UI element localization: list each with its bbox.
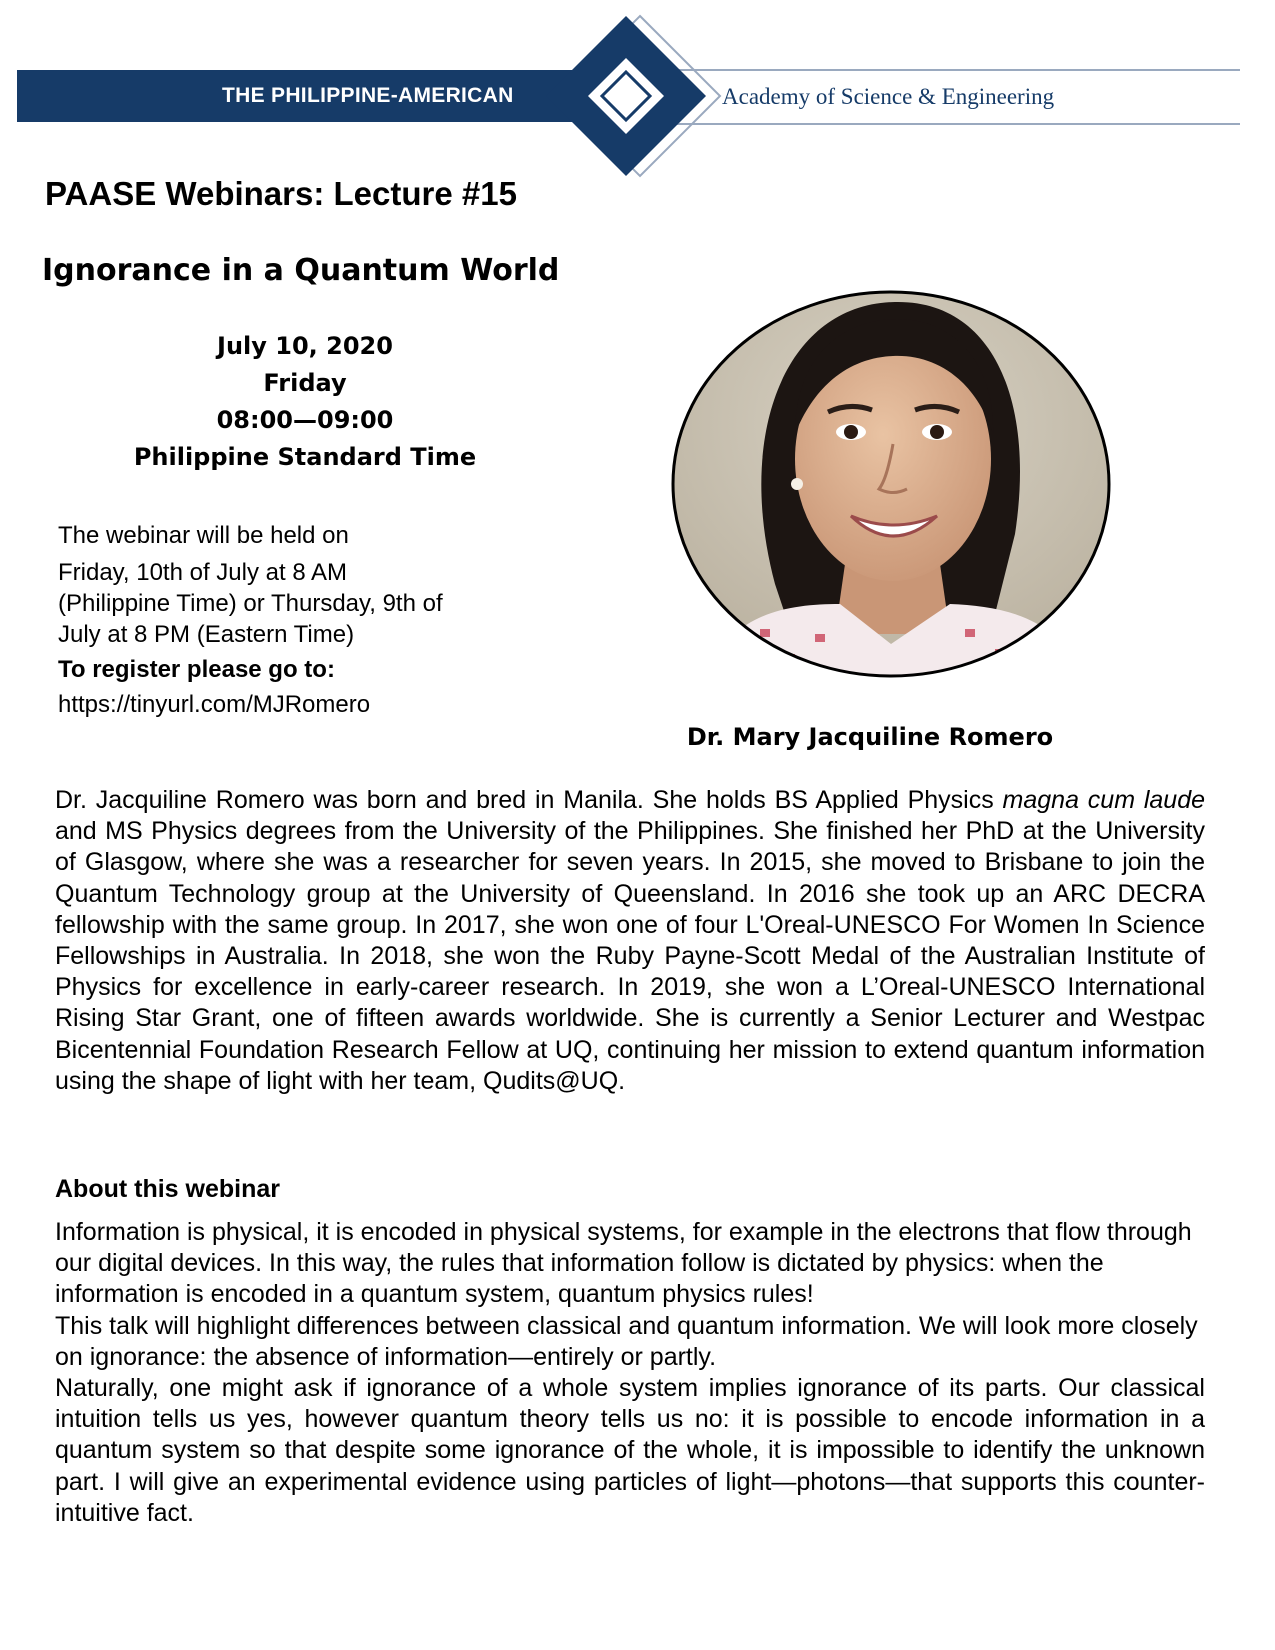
info-line-2: Friday, 10th of July at 8 AM: [58, 559, 348, 586]
org-name-left: THE PHILIPPINE-AMERICAN: [222, 84, 514, 107]
about-section: [55, 1217, 1205, 1529]
about-paragraph-2: This talk will highlight differences between classical and quantum information. We will look more closely on ignorance: the absence of information—entirely or partly.: [55, 1311, 1198, 1371]
register-link[interactable]: https://tinyurl.com/MJRomero: [58, 691, 371, 718]
info-line-3: (Philippine Time) or Thursday, 9th of: [58, 590, 443, 617]
register-label: To register please go to:: [58, 656, 335, 683]
schedule-date: July 10, 2020: [217, 332, 393, 360]
about-paragraph-1: Information is physical, it is encoded in physical systems, for example in the electrons that flow through our digital devices. In this way, the rules that information follow is dictated by physics: when the information is encoded in a quantum system, quantum physics rules!: [55, 1218, 1192, 1309]
speaker-portrait-photo: [665, 284, 1117, 684]
bio-text-part-2: and MS Physics degrees from the University of the Philippines. She finished her PhD at the University of Glasgow, where she was a researcher for seven years. In 2015, she moved to Brisbane to join the Quantum Technology group at the University of Queensland. In 2016 she took up an ARC DECRA fellowship with the same group. In 2017, she won one of four L'Oreal-UNESCO For Women In Science Fellowships in Australia. In 2018, she won the Ruby Payne-Scott Medal of the Australian Institute of Physics for excellence in early-career research. In 2019, she won a L’Oreal-UNESCO International Rising Star Grant, one of fifteen awards worldwide. She is currently a Senior Lecturer and Westpac Bicentennial Foundation Research Fellow at UQ, continuing her mission to extend quantum information using the shape of light with her team, Qudits@UQ.: [55, 817, 1205, 1095]
schedule-zone: Philippine Standard Time: [133, 443, 477, 471]
info-line-4: July at 8 PM (Eastern Time): [58, 621, 355, 648]
schedule-day: Friday: [263, 369, 347, 397]
schedule-block: [60, 328, 550, 476]
portrait-graphic: [665, 284, 1117, 684]
diamond-logo-icon: [546, 16, 720, 176]
about-paragraph-3: Naturally, one might ask if ignorance of a whole system implies ignorance of its parts. Our classical intuition tells us yes, however quantum theory tells us no: it is possible to encode information in a quantum system so that despite some ignorance of the whole, it is impossible to identify the unknown part. I will give an experimental evidence using particles of light—photons—that supports this counter-intuitive fact.: [55, 1374, 1205, 1527]
about-heading: About this webinar: [55, 1175, 280, 1203]
schedule-time: 08:00—09:00: [216, 406, 394, 434]
speaker-name: Dr. Mary Jacquiline Romero: [686, 723, 1054, 751]
lecture-title: Ignorance in a Quantum World: [42, 253, 560, 288]
webinar-info: [58, 520, 578, 720]
bio-emphasis: magna cum laude: [1002, 786, 1206, 814]
org-name-right: Academy of Science & Engineering: [722, 84, 1055, 109]
info-line-1: The webinar will be held on: [58, 522, 349, 549]
series-title: PAASE Webinars: Lecture #15: [45, 175, 517, 212]
bio-text-part-1: Dr. Jacquiline Romero was born and bred in Manila. She holds BS Applied Physics: [55, 786, 1003, 814]
speaker-bio: [55, 785, 1205, 1097]
